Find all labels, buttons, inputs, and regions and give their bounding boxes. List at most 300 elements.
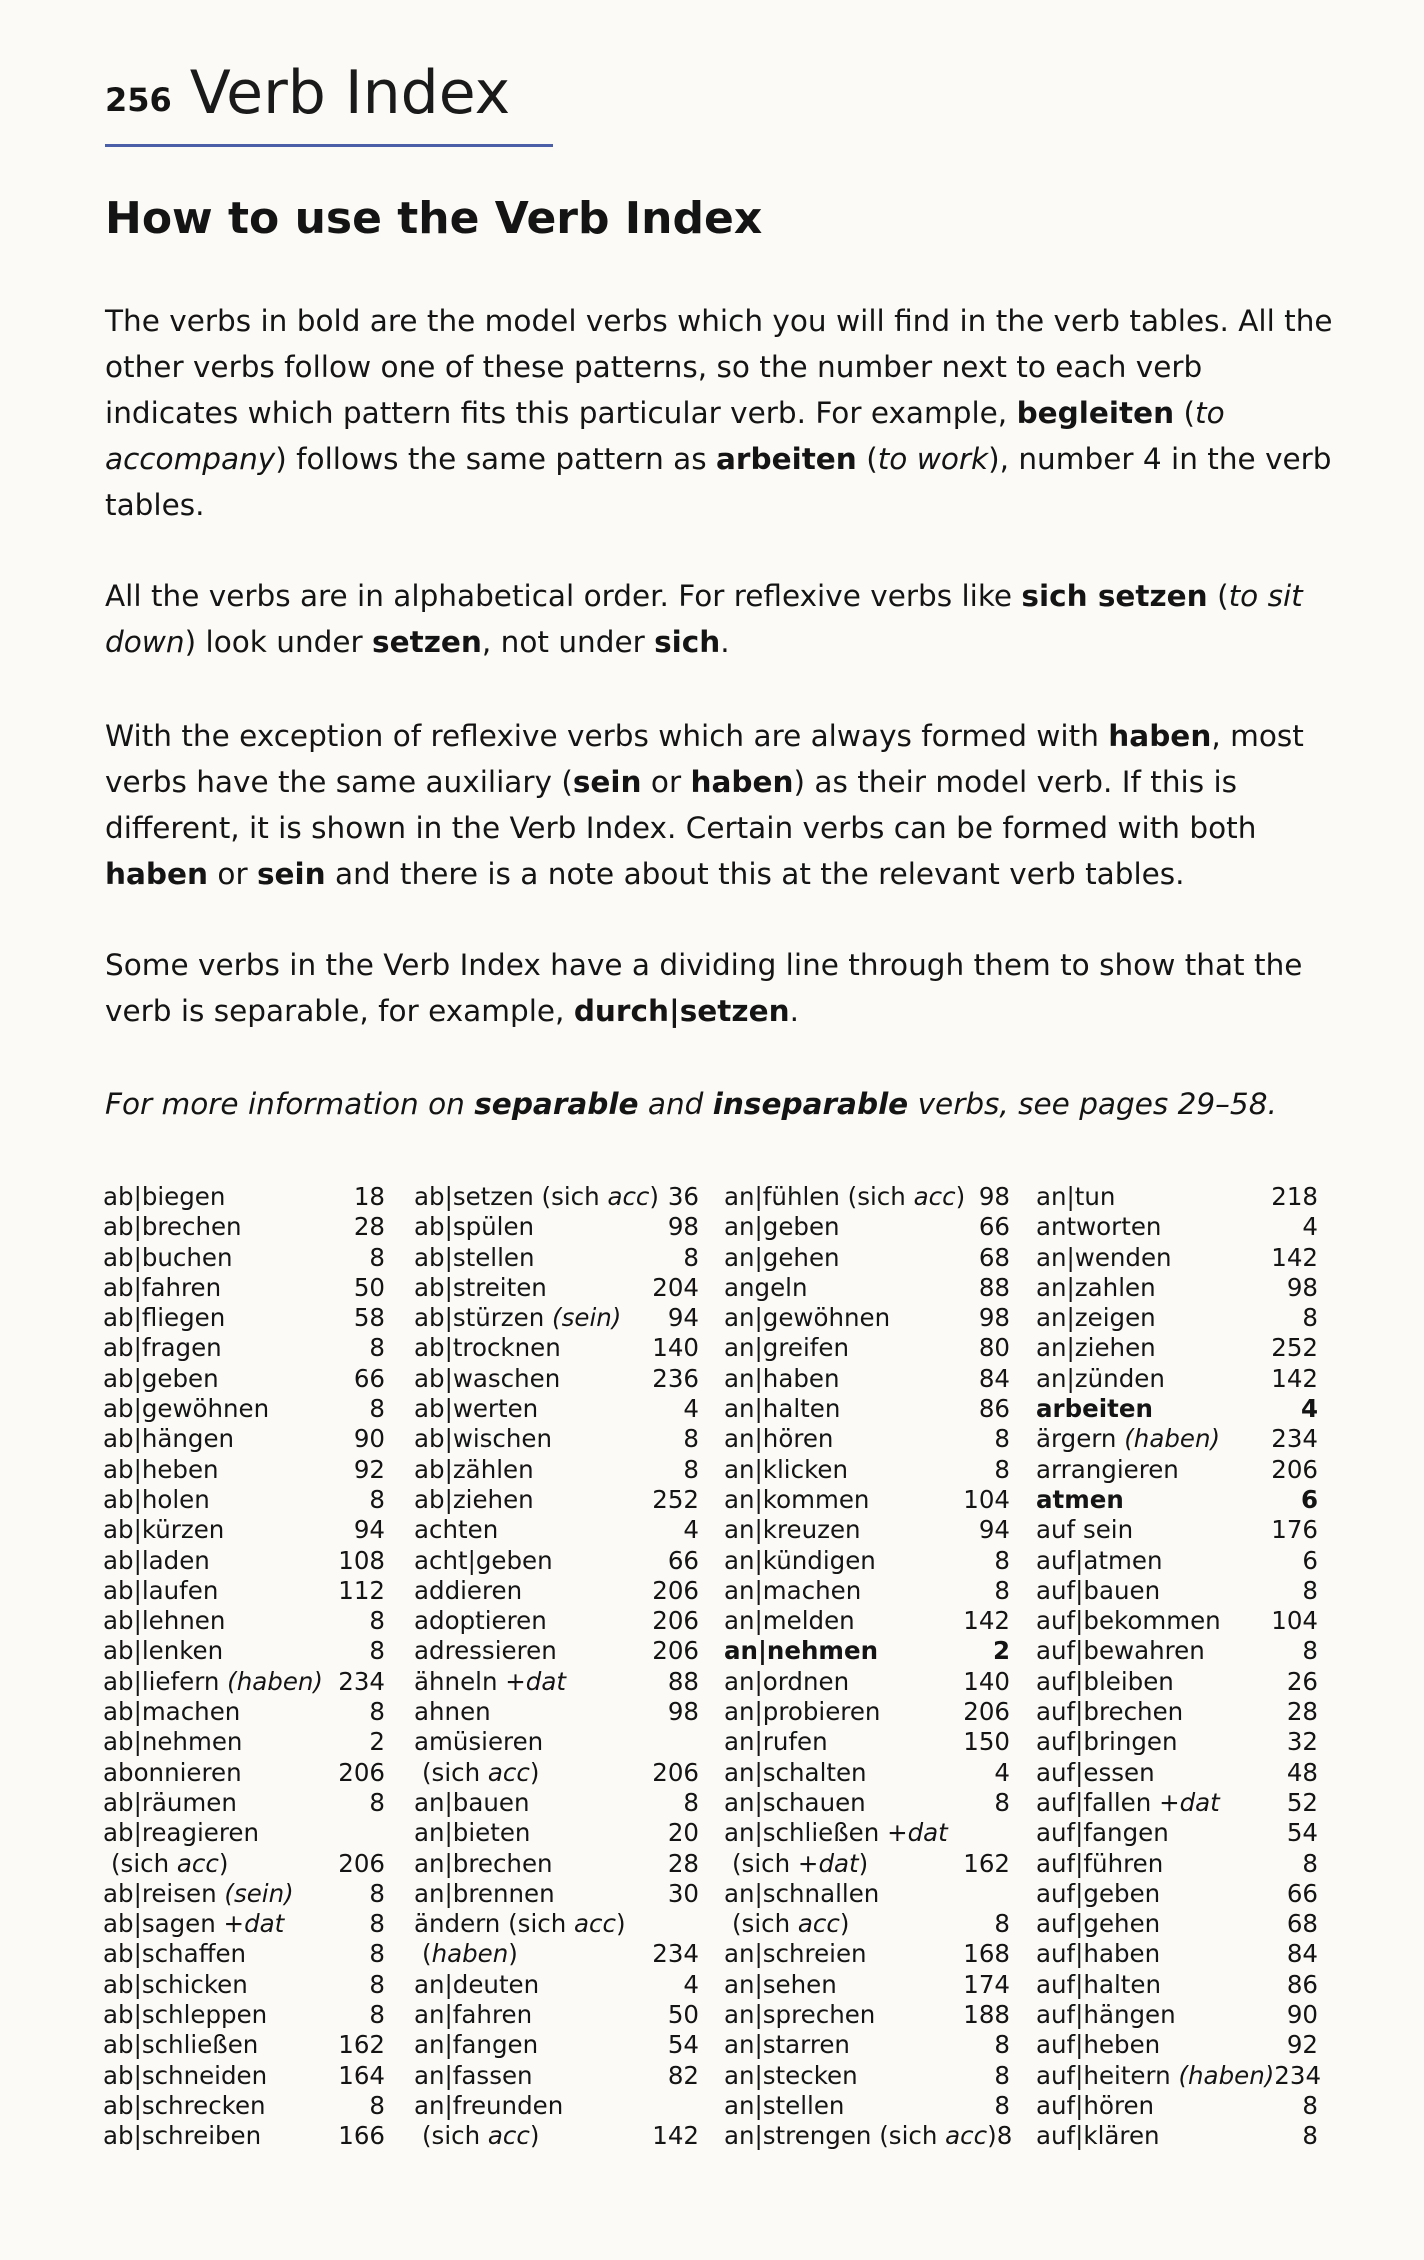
verb-table-number: 48: [1286, 1757, 1318, 1787]
verb-table-number: 4: [1302, 1212, 1318, 1242]
verb-entry: [414, 1636, 699, 1666]
verb-name: auf|fangen: [1036, 1818, 1169, 1848]
verb-entry: [414, 1394, 699, 1424]
verb-name: an|hören: [724, 1424, 834, 1454]
text-run: (: [1207, 579, 1229, 613]
verb-table-number: 206: [1271, 1454, 1318, 1484]
separable-paragraph: [105, 942, 1335, 1034]
verb-name: (sich +dat): [732, 1848, 869, 1878]
verb-table-number: 66: [1286, 1878, 1318, 1908]
verb-table-number: 8: [369, 1697, 385, 1727]
verb-name: an|klicken: [724, 1454, 848, 1484]
verb-name: an|schnallen: [724, 1878, 880, 1908]
verb-note: acc: [797, 1909, 840, 1939]
verb-table-number: 8: [994, 1545, 1010, 1575]
text-run: ) as their model verb. If this is different, it is shown in the Verb Index. Certain verbs can be formed with both: [105, 765, 1257, 845]
verb-name: an|fassen: [414, 2060, 533, 2090]
verb-table-number: 84: [1286, 1939, 1318, 1969]
verb-entry: [103, 2000, 385, 2030]
verb-entry: [1036, 1667, 1318, 1697]
verb-table-number: 98: [667, 1212, 699, 1242]
verb-entry: [103, 1849, 385, 1879]
verb-name: an|greifen: [724, 1333, 849, 1363]
text-run: and: [638, 1087, 713, 1121]
verb-entry: [103, 1485, 385, 1515]
verb-entry: [1036, 1727, 1318, 1757]
verb-table-number: 142: [1271, 1242, 1318, 1272]
verb-entry: [414, 1182, 699, 1212]
verb-note: +dat: [215, 1909, 285, 1939]
verb-entry: [103, 1424, 385, 1454]
verb-table-number: 162: [963, 1848, 1010, 1878]
verb-entry: [1036, 2060, 1322, 2091]
verb-table-number: 8: [369, 1606, 385, 1636]
verb-entry: [724, 1576, 1010, 1606]
verb-entry: [1036, 1243, 1318, 1273]
verb-table-number: 206: [652, 1757, 699, 1787]
verb-name: ab|ziehen: [414, 1484, 534, 1514]
verb-name: an|sehen: [724, 1969, 837, 1999]
verb-table-number: 88: [978, 1272, 1010, 1302]
verb-table-number: 82: [667, 2060, 699, 2090]
verb-entry: [1036, 2091, 1318, 2121]
verb-name: ab|laden: [103, 1545, 210, 1575]
verb-note: acc: [487, 1757, 530, 1787]
verb-table-number: 8: [1302, 2090, 1318, 2120]
verb-name: (sich acc): [422, 1757, 540, 1787]
verb-table-number: 140: [963, 1666, 1010, 1696]
verb-entry: [724, 1243, 1010, 1273]
verb-name: (sich acc): [111, 1848, 229, 1878]
verb-name: an|ordnen: [724, 1666, 850, 1696]
verb-entry: [103, 1243, 385, 1273]
verb-entry: [103, 1818, 385, 1848]
verb-table-number: 150: [963, 1727, 1010, 1757]
verb-table-number: 50: [353, 1272, 385, 1302]
verb-note: +dat: [497, 1666, 566, 1696]
verb-entry: [103, 1212, 385, 1242]
verb-entry: [1036, 1273, 1318, 1303]
verb-name: auf|hängen: [1036, 2000, 1176, 2030]
verb-name: an|stecken: [724, 2060, 858, 2090]
verb-table-number: 8: [1302, 1636, 1318, 1666]
verb-name: ab|kürzen: [103, 1515, 225, 1545]
verb-note: (sein): [216, 1878, 294, 1908]
verb-name: adressieren: [414, 1636, 557, 1666]
text-run: haben: [1108, 719, 1212, 753]
verb-entry: [724, 1909, 1010, 1939]
verb-table-number: 8: [994, 2060, 1010, 2090]
verb-table-number: 162: [338, 2030, 385, 2060]
verb-table-number: 112: [338, 1575, 385, 1605]
verb-table-number: 8: [994, 1575, 1010, 1605]
verb-entry: [103, 1394, 385, 1424]
verb-name: an|zahlen: [1036, 1272, 1156, 1302]
text-run: ) follows the same pattern as: [275, 442, 716, 476]
verb-name: auf|führen: [1036, 1848, 1164, 1878]
verb-name: an|gehen: [724, 1242, 840, 1272]
verb-name: acht|geben: [414, 1545, 553, 1575]
verb-entry: [1036, 1849, 1318, 1879]
verb-table-number: 8: [369, 2000, 385, 2030]
text-run: haben: [690, 765, 794, 799]
verb-name: an|fühlen (sich acc): [724, 1182, 966, 1211]
verb-entry: [414, 1424, 699, 1454]
verb-name: an|halten: [724, 1394, 841, 1424]
index-column-3: [724, 1182, 1013, 2152]
verb-entry: [414, 1727, 699, 1757]
verb-entry: [724, 1818, 1010, 1848]
verb-entry: [1036, 1909, 1318, 1939]
verb-entry: [1036, 1424, 1318, 1454]
verb-entry: [103, 1455, 385, 1485]
verb-name: an|ziehen: [1036, 1333, 1156, 1363]
verb-entry: [103, 1515, 385, 1545]
verb-table-number: 8: [369, 1333, 385, 1363]
verb-table-number: 8: [369, 2090, 385, 2120]
verb-entry: [414, 1818, 699, 1848]
verb-table-number: 234: [1271, 1424, 1318, 1454]
verb-table-number: 54: [667, 2030, 699, 2060]
verb-entry: [414, 2091, 699, 2121]
verb-name: an|schreien: [724, 1939, 867, 1969]
page-number: 256: [105, 81, 172, 119]
intro-paragraph: [105, 298, 1335, 528]
verb-name: an|sprechen: [724, 2000, 876, 2030]
verb-name: ab|reagieren: [103, 1818, 260, 1848]
verb-name: ab|schleppen: [103, 2000, 268, 2030]
verb-note: acc: [487, 2121, 530, 2151]
text-run: , most verbs have the same auxiliary (: [105, 719, 1304, 799]
verb-table-number: 98: [978, 1303, 1010, 1333]
verb-entry: [103, 1758, 385, 1788]
verb-name: an|probieren: [724, 1697, 881, 1727]
verb-name: achten: [414, 1515, 499, 1545]
verb-entry: [724, 1970, 1010, 2000]
verb-name: ab|schaffen: [103, 1939, 247, 1969]
verb-name: an|deuten: [414, 1969, 540, 1999]
verb-name: ab|nehmen: [103, 1727, 243, 1757]
text-run: (: [1174, 396, 1196, 430]
verb-entry: [103, 2091, 385, 2121]
verb-name: an|fahren: [414, 2000, 533, 2030]
verb-table-number: 4: [994, 1757, 1010, 1787]
verb-table-number: 4: [683, 1969, 699, 1999]
verb-name: ab|gewöhnen: [103, 1394, 270, 1424]
verb-entry: [414, 1879, 699, 1909]
text-run: With the exception of reflexive verbs which are always formed with: [105, 719, 1109, 753]
verb-entry: [724, 1455, 1010, 1485]
text-run: The verbs in bold are the model verbs which you will find in the verb tables. All the other verbs follow one of these patterns, so the number next to each verb indicates which pattern fits this particular verb. For example,: [105, 304, 1333, 430]
text-run: All the verbs are in alphabetical order. For reflexive verbs like: [105, 579, 1022, 613]
verb-name: (sich acc): [422, 2121, 540, 2151]
verb-name: auf|geben: [1036, 1878, 1161, 1908]
verb-table-number: 206: [652, 1636, 699, 1666]
verb-note: acc: [607, 1182, 650, 1211]
verb-entry: [1036, 1818, 1318, 1848]
verb-entry: [103, 1909, 385, 1939]
verb-table-number: 234: [652, 1939, 699, 1969]
verb-name: ab|buchen: [103, 1242, 233, 1272]
verb-table-number: 18: [353, 1182, 385, 1211]
text-run: setzen: [372, 625, 482, 659]
verb-table-number: 4: [683, 1515, 699, 1545]
verb-entry: [103, 2061, 385, 2091]
verb-table-number: 66: [353, 1363, 385, 1393]
verb-note: acc: [574, 1909, 617, 1939]
verb-name: antworten: [1036, 1212, 1162, 1242]
verb-note: +dat: [797, 1848, 859, 1878]
verb-entry: [103, 1273, 385, 1303]
verb-table-number: 6: [1300, 1484, 1318, 1514]
verb-table-number: 98: [1286, 1272, 1318, 1302]
verb-table-number: 50: [667, 2000, 699, 2030]
verb-note: (haben): [219, 1666, 323, 1696]
verb-entry: [414, 1243, 699, 1273]
verb-table-number: 94: [667, 1303, 699, 1333]
verb-name: an|geben: [724, 1212, 840, 1242]
verb-entry: [1036, 1879, 1318, 1909]
verb-name: an|starren: [724, 2030, 850, 2060]
verb-table-number: 98: [667, 1697, 699, 1727]
index-column-4: [1036, 1182, 1322, 2152]
verb-entry: [414, 1849, 699, 1879]
verb-name: auf|essen: [1036, 1757, 1155, 1787]
verb-entry: [724, 2061, 1010, 2091]
text-run: Some verbs in the Verb Index have a dividing line through them to show that the verb is separable, for example,: [105, 948, 1303, 1028]
verb-entry: [1036, 1636, 1318, 1666]
verb-entry: [1036, 1394, 1318, 1424]
verb-entry: [414, 2061, 699, 2091]
verb-table-number: 86: [978, 1394, 1010, 1424]
verb-table-number: 8: [369, 1242, 385, 1272]
verb-entry: [1036, 2000, 1318, 2030]
verb-table-number: 234: [338, 1666, 385, 1696]
verb-name: atmen: [1036, 1484, 1124, 1514]
verb-table-number: 206: [338, 1848, 385, 1878]
verb-name: ab|reisen (sein): [103, 1878, 294, 1908]
page-header: [105, 58, 553, 147]
verb-name: ab|biegen: [103, 1182, 226, 1211]
verb-table-number: 2: [992, 1636, 1010, 1666]
verb-entry: [414, 1212, 699, 1242]
verb-name: adoptieren: [414, 1606, 547, 1636]
verb-name: ab|schneiden: [103, 2060, 268, 2090]
verb-entry: [1036, 1697, 1318, 1727]
verb-table-number: 94: [353, 1515, 385, 1545]
verb-name: an|kündigen: [724, 1545, 876, 1575]
verb-entry: [1036, 1970, 1318, 2000]
verb-entry: [103, 1727, 385, 1757]
verb-table-number: 176: [1271, 1515, 1318, 1545]
page-title: Verb Index: [189, 58, 511, 128]
verb-table-number: 84: [978, 1363, 1010, 1393]
verb-entry: [724, 1394, 1010, 1424]
verb-table-number: 8: [369, 1484, 385, 1514]
verb-note: haben: [431, 1939, 509, 1969]
verb-name: ab|laufen: [103, 1575, 219, 1605]
verb-table-number: 168: [963, 1939, 1010, 1969]
verb-entry: [103, 1970, 385, 2000]
text-run: to accompany: [105, 396, 1225, 476]
text-run: .: [789, 994, 799, 1028]
verb-entry: [724, 1182, 1010, 1212]
verb-name: an|rufen: [724, 1727, 828, 1757]
text-run: sich setzen: [1021, 579, 1208, 613]
verb-table-number: 8: [996, 2121, 1013, 2151]
verb-table-number: 142: [963, 1606, 1010, 1636]
verb-entry: [103, 2030, 385, 2060]
verb-table-number: 8: [1302, 2121, 1318, 2151]
verb-table-number: 32: [1286, 1727, 1318, 1757]
verb-entry: [724, 1636, 1010, 1666]
verb-entry: [1036, 1758, 1318, 1788]
verb-entry: [414, 1697, 699, 1727]
verb-table-number: 234: [1274, 2060, 1322, 2090]
verb-entry: [103, 1303, 385, 1333]
verb-entry: [414, 1273, 699, 1303]
verb-name: abonnieren: [103, 1757, 242, 1787]
verb-table-number: 8: [683, 1454, 699, 1484]
auxiliary-paragraph: [105, 713, 1335, 897]
verb-table-number: 188: [963, 2000, 1010, 2030]
verb-table-number: 52: [1286, 1787, 1318, 1817]
verb-table-number: 98: [978, 1182, 1010, 1211]
verb-name: ab|fliegen: [103, 1303, 226, 1333]
verb-table-number: 28: [667, 1848, 699, 1878]
verb-table-number: 236: [652, 1363, 699, 1393]
verb-entry: [724, 1788, 1010, 1818]
verb-table-number: 8: [369, 1878, 385, 1908]
verb-table-number: 28: [1286, 1697, 1318, 1727]
text-run: , not under: [481, 625, 655, 659]
verb-name: amüsieren: [414, 1727, 544, 1757]
verb-table-number: 206: [963, 1697, 1010, 1727]
more-info-paragraph: [105, 1081, 1335, 1127]
verb-table-number: 58: [353, 1303, 385, 1333]
verb-entry: [414, 1909, 699, 1939]
verb-entry: [414, 1546, 699, 1576]
verb-name: auf|heben: [1036, 2030, 1161, 2060]
verb-name: ab|sagen +dat: [103, 1909, 285, 1939]
verb-entry: [414, 1515, 699, 1545]
verb-table-number: 8: [369, 1636, 385, 1666]
verb-table-number: 8: [369, 1394, 385, 1424]
verb-entry: [724, 2000, 1010, 2030]
verb-note: (haben): [1170, 2060, 1275, 2090]
verb-entry: [724, 1303, 1010, 1333]
verb-name: an|strengen (sich acc): [724, 2121, 997, 2151]
verb-entry: [724, 1212, 1010, 1242]
verb-table-number: 8: [994, 2090, 1010, 2120]
verb-entry: [414, 1576, 699, 1606]
section-heading: How to use the Verb Index: [105, 193, 763, 244]
verb-name: ab|machen: [103, 1697, 241, 1727]
verb-entry: [724, 1424, 1010, 1454]
verb-note: acc: [913, 1182, 956, 1211]
verb-entry: [1036, 1576, 1318, 1606]
verb-entry: [1036, 1788, 1318, 1818]
verb-table-number: 104: [963, 1484, 1010, 1514]
verb-table-number: 252: [652, 1484, 699, 1514]
verb-name: (sich acc): [732, 1909, 850, 1939]
verb-entry: [414, 1364, 699, 1394]
verb-name: an|haben: [724, 1363, 840, 1393]
verb-table-number: 8: [1302, 1575, 1318, 1605]
verb-name: an|brennen: [414, 1878, 555, 1908]
verb-name: an|nehmen: [724, 1636, 879, 1666]
index-column-2: [414, 1182, 699, 2152]
alphabetical-order-paragraph: [105, 573, 1335, 665]
verb-entry: [414, 2000, 699, 2030]
verb-table-number: 88: [667, 1666, 699, 1696]
verb-name: an|stellen: [724, 2090, 845, 2120]
text-run: durch|setzen: [573, 994, 790, 1028]
text-run: sich: [654, 625, 721, 659]
verb-name: ab|lenken: [103, 1636, 224, 1666]
verb-name: an|kreuzen: [724, 1515, 861, 1545]
verb-table-number: 8: [994, 1454, 1010, 1484]
verb-name: auf|atmen: [1036, 1545, 1163, 1575]
verb-table-number: 30: [667, 1878, 699, 1908]
verb-entry: [414, 1485, 699, 1515]
verb-name: auf|brechen: [1036, 1697, 1184, 1727]
verb-table-number: 8: [683, 1424, 699, 1454]
verb-name: an|zeigen: [1036, 1303, 1156, 1333]
verb-name: ahnen: [414, 1697, 491, 1727]
verb-entry: [724, 1273, 1010, 1303]
verb-entry: [724, 2121, 1013, 2151]
verb-table-number: 142: [652, 2121, 699, 2151]
verb-table-number: 8: [369, 1969, 385, 1999]
verb-entry: [1036, 1212, 1318, 1242]
verb-table-number: 86: [1286, 1969, 1318, 1999]
verb-entry: [1036, 1455, 1318, 1485]
verb-name: auf sein: [1036, 1515, 1134, 1545]
verb-table-number: 174: [963, 1969, 1010, 1999]
text-run: haben: [105, 857, 209, 891]
verb-entry: [103, 1182, 385, 1212]
verb-entry: [103, 1667, 385, 1697]
verb-name: an|fangen: [414, 2030, 539, 2060]
text-run: verbs, see pages 29–58.: [908, 1087, 1277, 1121]
verb-table-number: 6: [1302, 1545, 1318, 1575]
verb-name: an|tun: [1036, 1182, 1116, 1211]
verb-table-number: 92: [353, 1454, 385, 1484]
verb-name: ab|trocknen: [414, 1333, 561, 1363]
verb-name: an|kommen: [724, 1484, 870, 1514]
verb-entry: [724, 1515, 1010, 1545]
verb-entry: [724, 1727, 1010, 1757]
verb-name: ab|heben: [103, 1454, 219, 1484]
verb-entry: [724, 2091, 1010, 2121]
verb-name: arrangieren: [1036, 1454, 1179, 1484]
index-column-1: [103, 1182, 385, 2152]
verb-note: (sein): [544, 1303, 622, 1333]
verb-table-number: 28: [353, 1212, 385, 1242]
verb-name: ab|schicken: [103, 1969, 248, 1999]
text-run: separable: [474, 1087, 639, 1121]
verb-table-number: 8: [369, 1909, 385, 1939]
verb-entry: [414, 2121, 699, 2151]
verb-entry: [1036, 2030, 1318, 2060]
verb-table-number: 54: [1286, 1818, 1318, 1848]
verb-entry: [414, 2030, 699, 2060]
verb-name: an|melden: [724, 1606, 855, 1636]
verb-entry: [724, 2030, 1010, 2060]
verb-name: ab|wischen: [414, 1424, 553, 1454]
text-run: begleiten: [1016, 396, 1175, 430]
